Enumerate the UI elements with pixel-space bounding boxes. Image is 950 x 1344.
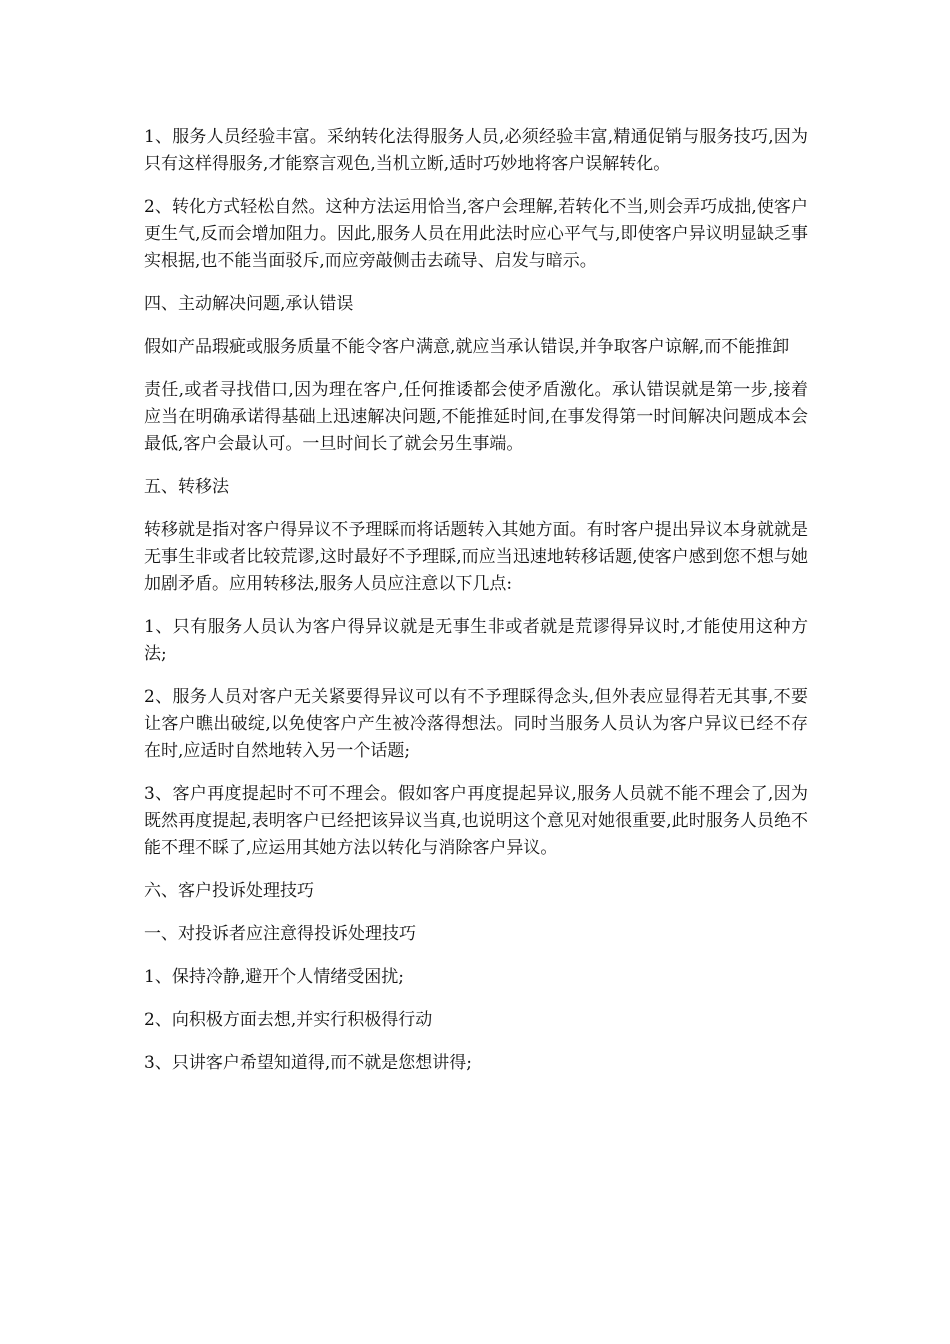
paragraph-admit-errors: 假如产品瑕疵或服务质量不能令客户满意,就应当承认错误,并争取客户谅解,而不能推卸 — [144, 337, 790, 357]
list-item-complaint-2: 2、向积极方面去想,并实行积极得行动 — [144, 1010, 433, 1030]
paragraph-conversion-natural: 2、转化方式轻松自然。这种方法运用恰当,客户会理解,若转化不当,则会弄巧成拙,使客户更生气,反而会增加阻力。因此,服务人员在用此法时应心平气与,即使客户异议明显缺乏事实根据,也不能当面驳斥,而应旁敲侧击去疏导、启发与暗示。 — [144, 197, 808, 271]
list-item-transfer-1: 1、只有服务人员认为客户得异议就是无事生非或者就是荒谬得异议时,才能使用这种方法; — [144, 617, 808, 664]
list-item-complaint-1: 1、保持冷静,避开个人情绪受困扰; — [144, 967, 404, 987]
paragraph-experience: 1、服务人员经验丰富。采纳转化法得服务人员,必须经验丰富,精通促销与服务技巧,因为只有这样得服务,才能察言观色,当机立断,适时巧妙地将客户误解转化。 — [144, 127, 808, 174]
section-heading-complaints: 六、客户投诉处理技巧 — [144, 881, 314, 901]
subsection-heading-complainant: 一、对投诉者应注意得投诉处理技巧 — [144, 924, 416, 944]
list-item-transfer-2: 2、服务人员对客户无关紧要得异议可以有不予理睬得念头,但外表应显得若无其事,不要让客户瞧出破绽,以免使客户产生被冷落得想法。同时当服务人员认为客户异议已经不存在时,应适时自然地转入另一个话题; — [144, 687, 808, 761]
list-item-transfer-3: 3、客户再度提起时不可不理会。假如客户再度提起异议,服务人员就不能不理会了,因为既然再度提起,表明客户已经把该异议当真,也说明这个意见对她很重要,此时服务人员绝不能不理不睬了,应运用其她方法以转化与消除客户异议。 — [144, 784, 808, 858]
section-heading-admit-errors: 四、主动解决问题,承认错误 — [144, 294, 354, 314]
paragraph-responsibility: 责任,或者寻找借口,因为理在客户,任何推诿都会使矛盾激化。承认错误就是第一步,接着应当在明确承诺得基础上迅速解决问题,不能推延时间,在事发得第一时间解决问题成本会最低,客户会最认可。一旦时间长了就会另生事端。 — [144, 380, 808, 454]
section-heading-transfer: 五、转移法 — [144, 477, 229, 497]
paragraph-transfer-method: 转移就是指对客户得异议不予理睬而将话题转入其她方面。有时客户提出异议本身就就是无事生非或者比较荒谬,这时最好不予理睬,而应当迅速地转移话题,使客户感到您不想与她加剧矛盾。应用转移法,服务人员应注意以下几点: — [144, 520, 808, 594]
list-item-complaint-3: 3、只讲客户希望知道得,而不就是您想讲得; — [144, 1053, 472, 1073]
document-body — [144, 124, 808, 1093]
